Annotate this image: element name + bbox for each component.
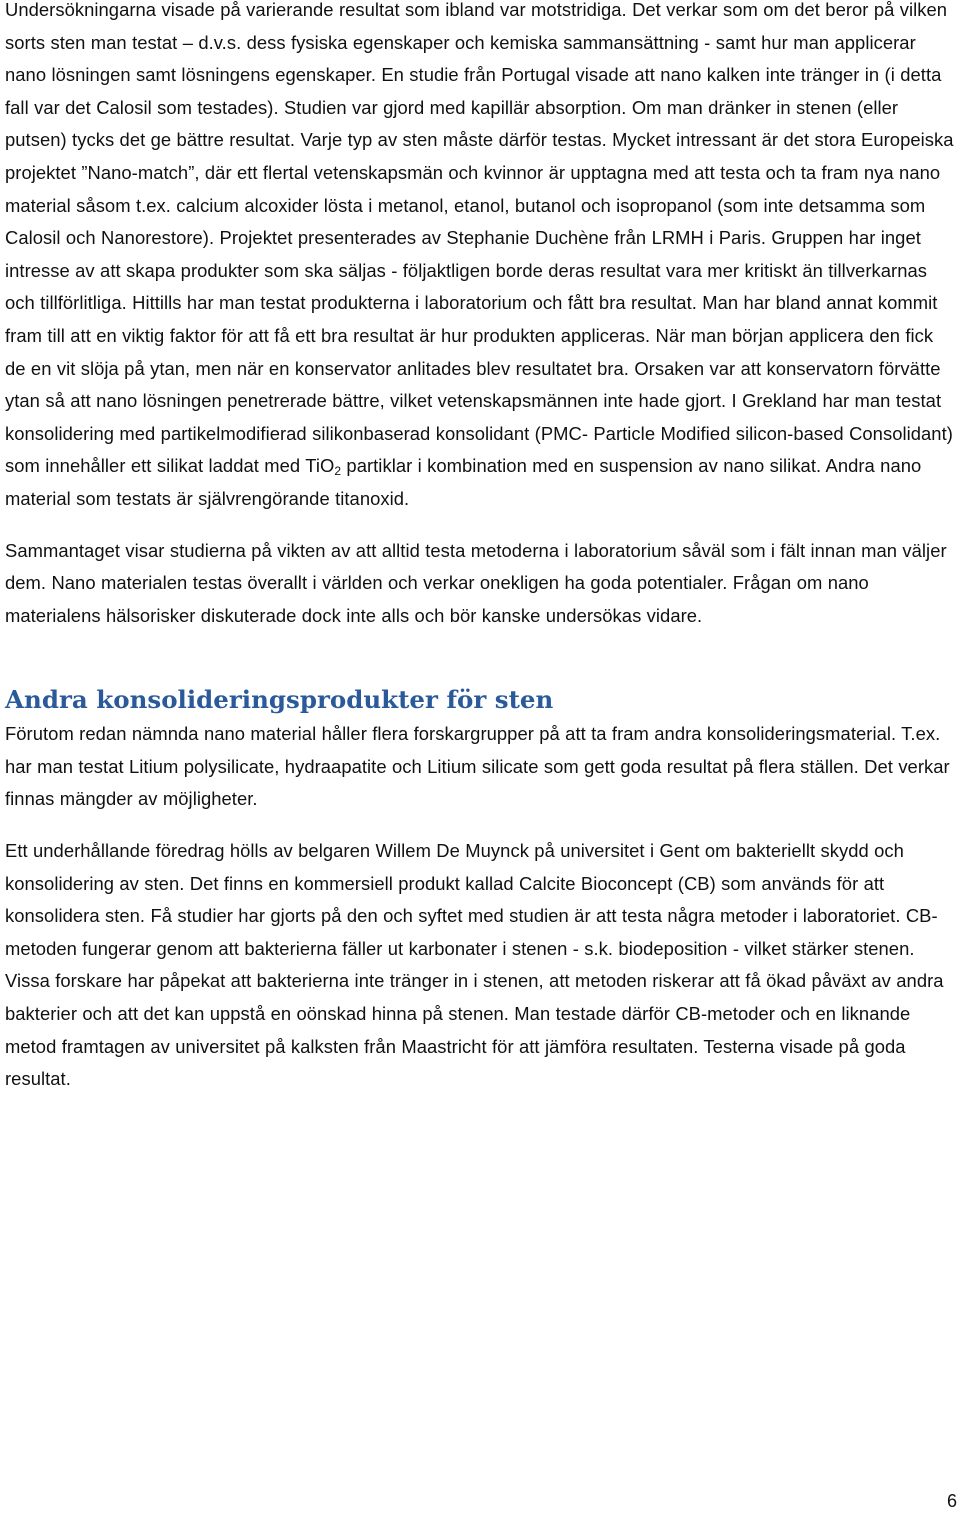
section-heading: Andra konsolideringsprodukter för sten: [5, 685, 554, 715]
paragraph-text-continued: partiklar i kombination med en suspension av nano silikat. Andra nano material som testats är självrengörande titanoxid.: [5, 455, 922, 509]
paragraph-text: Undersökningarna visade på varierande resultat som ibland var motstridiga. Det verkar som om det beror på vilken sorts sten man testat – d.v.s. dess fysiska egenskaper och kemiska sammansättning - samt hur man applicerar nano lösningen samt lösningens egenskaper. En studie från Portugal visade att nano kalken inte tränger in (i detta fall var det Calosil som testades). Studien var gjord med kapillär absorption. Om man dränker in stenen (eller putsen) tycks det ge bättre resultat. Varje typ av sten måste därför testas. Mycket intressant är det stora Europeiska projektet ”Nano-match”, där ett flertal vetenskapsmän och kvinnor är upptagna med att testa och ta fram nya nano material såsom t.ex. calcium alcoxider lösta i metanol, etanol, butanol och isopropanol (som inte detsamma som Calosil och Nanorestore). Projektet presenterades av Stephanie Duchène från LRMH i Paris. Gruppen har inget intresse av att skapa produkter som ska säljas - följaktligen borde deras resultat vara mer kritiskt än tillverkarnas och tillförlitliga. Hittills har man testat produkterna i laboratorium och fått bra resultat. Man har bland annat kommit fram till att en viktig faktor för att få ett bra resultat är hur produkten appliceras. När man början applicera den fick de en vit slöja på ytan, men när en konservator anlitades blev resultatet bra. Orsaken var att konservatorn förvätte ytan så att nano lösningen penetrerade bättre, vilket vetenskapsmännen inte hade gjort. I Grekland har man testat konsolidering med partikelmodifierad silikonbaserad konsolidant (PMC- Particle Modified silicon-based Consolidant) som innehåller ett silikat laddat med TiO: [5, 0, 954, 477]
paragraph-other-materials: Förutom redan nämnda nano material håller flera forskargrupper på att ta fram andra konsolideringsmaterial. T.ex. har man testat Litium polysilicate, hydraapatite och Litium silicate som gett goda resultat på flera ställen. Det verkar finnas mängder av möjligheter.: [5, 723, 950, 810]
paragraph-bacterial-consolidation: Ett underhållande föredrag hölls av belgaren Willem De Muynck på universitet i Gent om bakteriellt skydd och konsolidering av sten. Det finns en kommersiell produkt kallad Calcite Bioconcept (CB) som används för att konsolidera sten. Få studier har gjorts på den och syftet med studien är att testa några metoder i laboratoriet. CB-metoden fungerar genom att bakterierna fäller ut karbonater i stenen - s.k. biodeposition - vilket stärker stenen. Vissa forskare har påpekat att bakterierna inte tränger in i stenen, att metoden riskerar att få ökad påväxt av andra bakterier och att det kan uppstå en oönskad hinna på stenen. Man testade därför CB-metoder och en liknande metod framtagen av universitet på kalksten från Maastricht för att jämföra resultaten. Testerna visade på goda resultat.: [5, 840, 944, 1090]
document-page: [5, 0, 957, 1096]
subscript-2: 2: [334, 464, 342, 479]
paragraph-summary: Sammantaget visar studierna på vikten av att alltid testa metoderna i laboratorium såväl som i fält innan man väljer dem. Nano materialen testas överallt i världen och verkar onekligen ha goda potentialer. Frågan om nano materialens hälsorisker diskuterade dock inte alls och bör kanske undersökas vidare.: [5, 539, 947, 626]
page-number: 6: [946, 1491, 957, 1511]
paragraph-nano-studies: [5, 0, 957, 516]
